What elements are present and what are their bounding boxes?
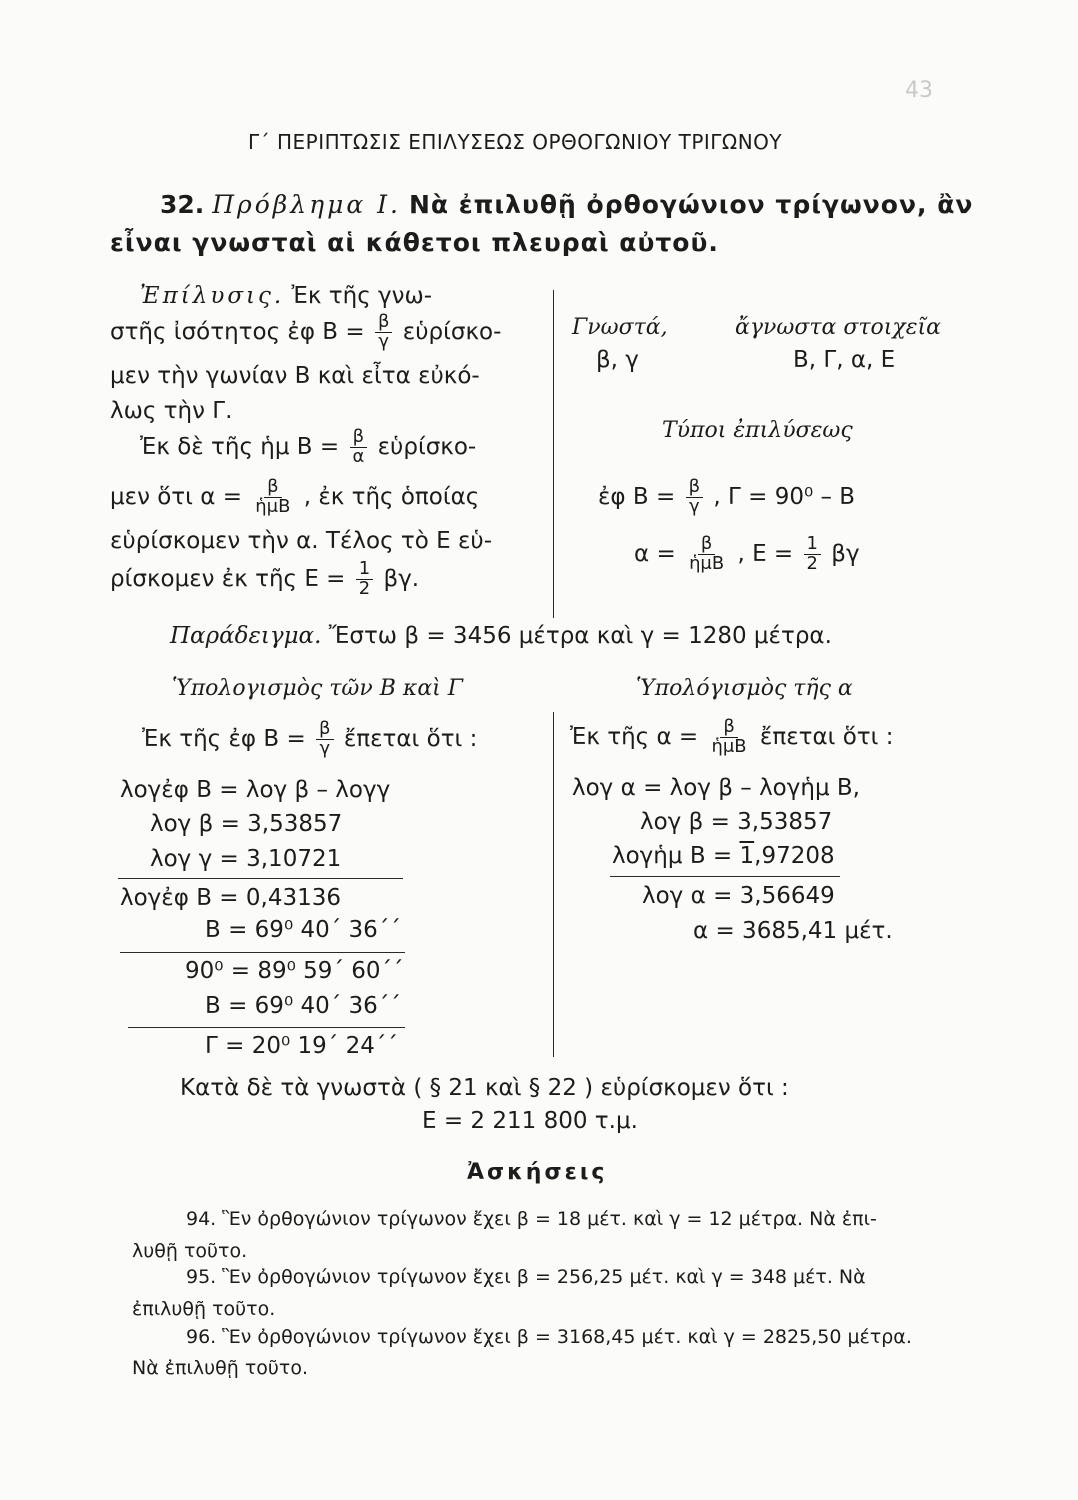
calc-left-r4: λογἐφ Β = 0,43136	[120, 885, 341, 911]
area-line-2: Ε = 2 211 800 τ.μ.	[422, 1108, 638, 1134]
solution-text-8b: βγ.	[383, 565, 420, 592]
problem-number: 32.	[160, 190, 205, 219]
problem-label: Πρόβλημα Ι.	[212, 190, 401, 219]
calc-right-rule	[610, 876, 840, 877]
column-divider-top	[553, 290, 554, 618]
solution-line-1	[140, 283, 432, 309]
calc-left-r7: Β = 69⁰ 40΄ 36΄΄	[205, 993, 401, 1019]
calc-left-r1: λογἐφ Β = λογ β – λογγ	[120, 777, 391, 803]
column-divider-bottom	[553, 712, 554, 1057]
calc-left-r6: 90⁰ = 89⁰ 59΄ 60΄΄	[185, 958, 404, 984]
problem-text-1: Νὰ ἐπιλυθῇ ὀρθογώνιον τρίγωνον, ἂν	[408, 190, 974, 219]
exercise-95-line-1: 95. Ἓν ὀρθογώνιον τρίγωνον ἔχει β = 256,25 μέτ. καὶ γ = 348 μέτ. Νὰ	[186, 1266, 866, 1288]
calc-right-r5: α = 3685,41 μέτ.	[693, 918, 893, 944]
fraction-beta-alpha: $\frac{\beta}{\alpha}$	[349, 428, 367, 467]
calc-left-intro	[142, 720, 477, 759]
exercise-96-line-2: Νὰ ἐπιλυθῇ τοῦτο.	[132, 1357, 309, 1379]
solution-line-7: εὑρίσκομεν τὴν α. Τέλος τὸ Ε εὑ-	[110, 528, 493, 554]
calc-left-r2: λογ β = 3,53857	[150, 811, 343, 837]
solution-line-2	[110, 313, 501, 352]
exercise-94-line-1: 94. Ἓν ὀρθογώνιον τρίγωνον ἔχει β = 18 μέτ. καὶ γ = 12 μέτρα. Νὰ ἐπι-	[186, 1208, 877, 1230]
calc-left-intro-a: Ἐκ τῆς ἐφ Β =	[142, 725, 306, 752]
known-values: β, γ	[596, 347, 639, 373]
formula-2-mid: , Ε =	[737, 540, 794, 567]
formula-1	[598, 478, 855, 517]
example-text: Ἔστω β = 3456 μέτρα καὶ γ = 1280 μέτρα.	[328, 623, 832, 649]
exercises-title: Ἀσκήσεις	[467, 1160, 608, 1185]
calc-left-rule-1	[118, 878, 403, 879]
fraction-one-two: $\frac{1}{2}$	[356, 560, 373, 599]
known-header: Γνωστά,	[572, 315, 668, 340]
exercise-95-line-2: ἐπιλυθῇ τοῦτο.	[132, 1298, 276, 1320]
formula-2	[634, 535, 860, 574]
calc-left-fraction: $\frac{\beta}{\gamma}$	[316, 720, 333, 759]
solution-text-8a: ρίσκομεν ἐκ τῆς Ε =	[110, 565, 346, 592]
solution-line-3: μεν τὴν γωνίαν Β καὶ εἶτα εὐκό-	[110, 363, 480, 389]
formulas-title: Τύποι ἐπιλύσεως	[662, 418, 853, 443]
solution-line-4: λως τὴν Γ.	[110, 398, 233, 424]
calc-right-r3-mantissa: ,97208	[754, 843, 835, 869]
calc-left-title: Ὑπολογισμὸς τῶν Β καὶ Γ	[172, 676, 464, 701]
formula-2-rhs: βγ	[831, 540, 860, 567]
page-number: 43	[905, 78, 933, 103]
calc-right-r2: λογ β = 3,53857	[640, 809, 833, 835]
calc-left-r8: Γ = 20⁰ 19΄ 24΄΄	[205, 1033, 398, 1059]
problem-line-2: εἶναι γνωσταὶ αἱ κάθετοι πλευραὶ αὐτοῦ.	[110, 228, 719, 257]
unknown-values: Β, Γ, α, Ε	[793, 347, 896, 373]
problem-line-1	[160, 190, 973, 219]
calc-left-rule-3	[128, 1027, 405, 1028]
solution-label: Ἐπίλυσις.	[140, 283, 285, 309]
formula-1-fraction: $\frac{\beta}{\gamma}$	[686, 478, 703, 517]
calc-right-r3-bar-digit: 1	[739, 843, 755, 869]
formula-2-fraction: $\frac{\beta}{\text{ἡμΒ}}$	[689, 533, 725, 574]
calc-right-intro-b: ἔπεται ὅτι :	[759, 723, 894, 750]
exercise-96-line-1: 96. Ἓν ὀρθογώνιον τρίγωνον ἔχει β = 3168,45 μέτ. καὶ γ = 2825,50 μέτρα.	[186, 1326, 912, 1348]
solution-text-1: Ἐκ τῆς γνω-	[291, 283, 433, 309]
solution-text-5b: εὑρίσκο-	[377, 433, 477, 460]
fraction-beta-hmB: $\frac{\beta}{\text{ἡμΒ}}$	[255, 476, 291, 517]
formula-2-lhs: α =	[634, 540, 676, 567]
calc-right-r4: λογ α = 3,56649	[642, 883, 835, 909]
calc-right-intro-a: Ἐκ τῆς α =	[570, 723, 699, 750]
solution-text-2b: εὑρίσκο-	[402, 318, 502, 345]
calc-right-r1: λογ α = λογ β – λογἡμ Β,	[572, 775, 860, 801]
fraction-beta-gamma: $\frac{\beta}{\gamma}$	[375, 313, 392, 352]
calc-left-r5: Β = 69⁰ 40΄ 36΄΄	[205, 917, 401, 943]
unknown-header: ἄγνωστα στοιχεῖα	[735, 315, 942, 340]
solution-line-6	[110, 478, 479, 517]
solution-line-8	[110, 560, 419, 599]
calc-right-title: Ὑπολόγισμὸς τῆς α	[636, 676, 853, 701]
formula-2-half: $\frac{1}{2}$	[804, 535, 821, 574]
formula-1-lhs: ἐφ Β =	[598, 483, 676, 510]
example-line	[170, 623, 832, 649]
calc-right-r3	[612, 843, 835, 869]
calc-left-intro-b: ἔπεται ὅτι :	[343, 725, 478, 752]
formula-1-rhs: , Γ = 90⁰ – Β	[713, 483, 856, 510]
section-heading: Γ΄ ΠΕΡΙΠΤΩΣΙΣ ΕΠΙΛΥΣΕΩΣ ΟΡΘΟΓΩΝΙΟΥ ΤΡΙΓΩΝΟΥ	[248, 130, 783, 154]
calc-left-rule-2	[120, 952, 405, 953]
exercise-94-line-2: λυθῇ τοῦτο.	[132, 1240, 248, 1262]
area-line-1: Κατὰ δὲ τὰ γνωστὰ ( § 21 καὶ § 22 ) εὑρίσκομεν ὅτι :	[180, 1075, 789, 1101]
calc-left-r3: λογ γ = 3,10721	[150, 846, 342, 872]
example-label: Παράδειγμα.	[170, 623, 322, 649]
solution-text-2a: στῆς ἰσότητος ἐφ Β =	[110, 318, 365, 345]
solution-line-5	[140, 428, 476, 467]
solution-text-5a: Ἐκ δὲ τῆς ἡμ Β =	[140, 433, 340, 460]
calc-right-r3-label: λογἡμ Β =	[612, 843, 733, 869]
solution-text-6a: μεν ὅτι α =	[110, 483, 242, 510]
solution-text-6b: , ἐκ τῆς ὁποίας	[303, 483, 480, 510]
calc-right-fraction: $\frac{\beta}{\text{ἡμΒ}}$	[711, 716, 747, 757]
calc-right-intro	[570, 718, 894, 757]
